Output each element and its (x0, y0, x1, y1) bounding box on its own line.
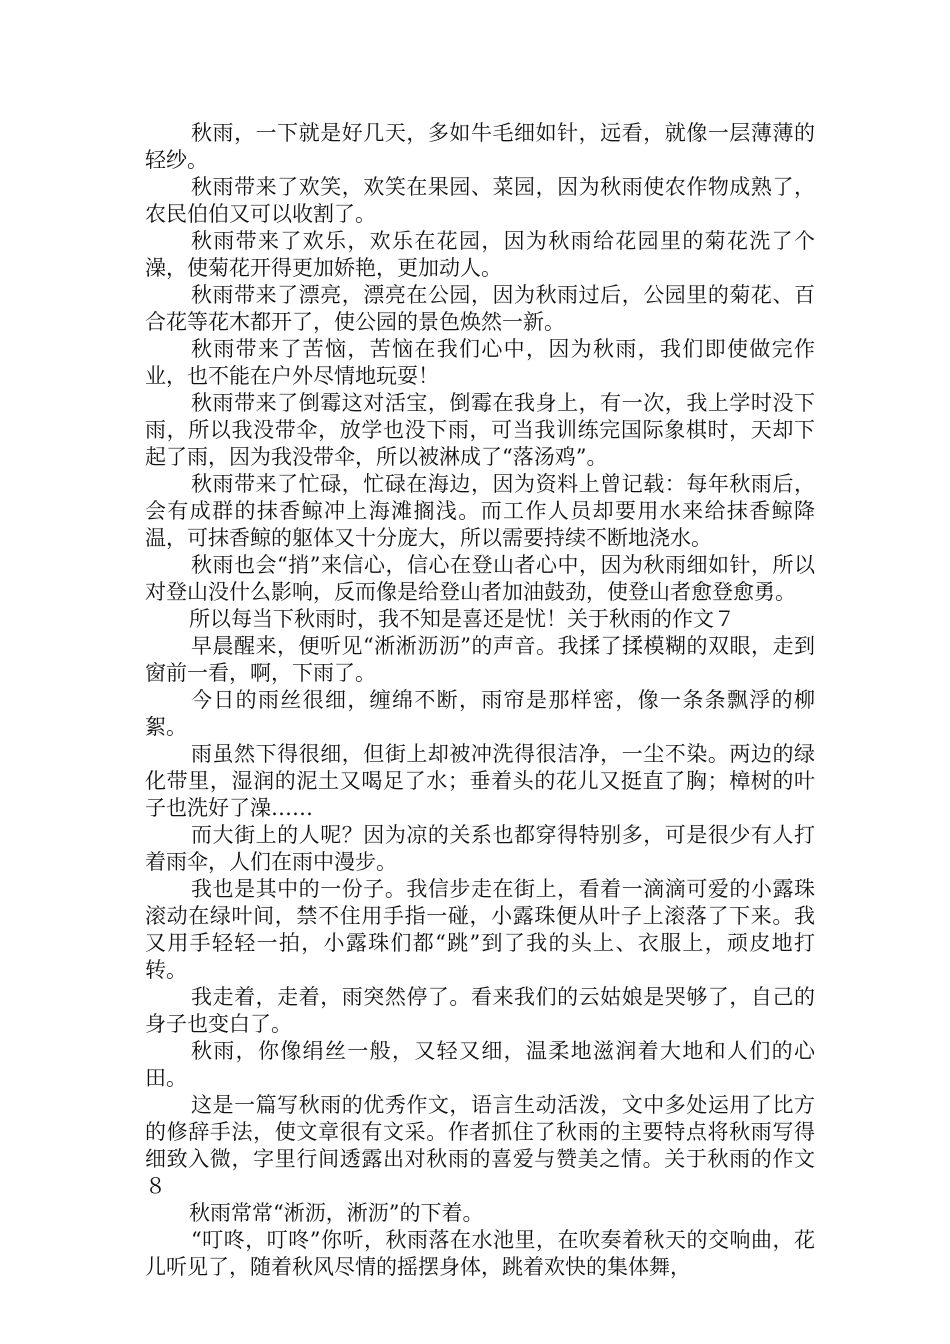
paragraph: “叮咚，叮咚”你听，秋雨落在水池里，在吹奏着秋天的交响曲，花儿听见了，随着秋风尽情的摇摆身体，跳着欢快的集体舞， (145, 1228, 815, 1279)
paragraph: 早晨醒来，便听见“淅淅沥沥”的声音。我揉了揉模糊的双眼，走到窗前一看，啊，下雨了。 (145, 634, 815, 685)
paragraph: 秋雨带来了欢乐，欢乐在花园，因为秋雨给花园里的菊花洗了个澡，使菊花开得更加娇艳，更加动人。 (145, 229, 815, 280)
paragraph: 秋雨带来了苦恼，苦恼在我们心中，因为秋雨，我们即使做完作业，也不能在户外尽情地玩耍！ (145, 337, 815, 388)
paragraph: 秋雨常常“淅沥，淅沥”的下着。 (189, 1201, 484, 1225)
document-body (145, 120, 815, 1281)
paragraph: 这是一篇写秋雨的优秀作文，语言生动活泼，文中多处运用了比方的修辞手法，使文章很有文采。作者抓住了秋雨的主要特点将秋雨写得细致入微，字里行间透露出对秋雨的喜爱与赞美之情。关于秋雨的作文８ (145, 1093, 815, 1198)
paragraph: 秋雨带来了漂亮，漂亮在公园，因为秋雨过后，公园里的菊花、百合花等花木都开了，使公园的景色焕然一新。 (145, 283, 815, 334)
paragraph: 而大街上的人呢？因为凉的关系也都穿得特别多，可是很少有人打着雨伞，人们在雨中漫步。 (145, 823, 815, 874)
paragraph: 我走着，走着，雨突然停了。看来我们的云姑娘是哭够了，自己的身子也变白了。 (145, 985, 815, 1036)
paragraph: 秋雨带来了欢笑，欢笑在果园、菜园，因为秋雨使农作物成熟了，农民伯伯又可以收割了。 (145, 175, 815, 226)
paragraph: 秋雨带来了忙碌，忙碌在海边，因为资料上曾记载：每年秋雨后，会有成群的抹香鲸冲上海滩搁浅。而工作人员却要用水来给抹香鲸降温，可抹香鲸的躯体又十分庞大，所以需要持续不断地浇水。 (145, 472, 815, 550)
paragraph: 秋雨，你像绢丝一般，又轻又细，温柔地滋润着大地和人们的心田。 (145, 1039, 815, 1090)
paragraph: 我也是其中的一份子。我信步走在街上，看着一滴滴可爱的小露珠滚动在绿叶间，禁不住用手指一碰，小露珠便从叶子上滚落了下来。我又用手轻轻一拍，小露珠们都“跳”到了我的头上、衣服上，顽皮地打转。 (145, 877, 815, 982)
paragraph: 秋雨带来了倒霉这对活宝，倒霉在我身上，有一次，我上学时没下雨，所以我没带伞，放学也没下雨，可当我训练完国际象棋时，天却下起了雨，因为我没带伞，所以被淋成了“落汤鸡”。 (145, 391, 815, 469)
paragraph: 秋雨，一下就是好几天，多如牛毛细如针，远看，就像一层薄薄的轻纱。 (145, 121, 815, 172)
paragraph: 所以每当下秋雨时，我不知是喜还是忧！关于秋雨的作文７ (189, 607, 735, 631)
paragraph: 雨虽然下得很细，但街上却被冲洗得很洁净，一尘不染。两边的绿化带里，湿润的泥土又喝足了水；垂着头的花儿又挺直了胸；樟树的叶子也洗好了澡…… (145, 742, 815, 820)
paragraph: 秋雨也会“捎”来信心，信心在登山者心中，因为秋雨细如针，所以对登山没什么影响，反而像是给登山者加油鼓劲，使登山者愈登愈勇。 (145, 553, 815, 604)
paragraph: 今日的雨丝很细，缠绵不断，雨帘是那样密，像一条条飘浮的柳絮。 (145, 688, 815, 739)
